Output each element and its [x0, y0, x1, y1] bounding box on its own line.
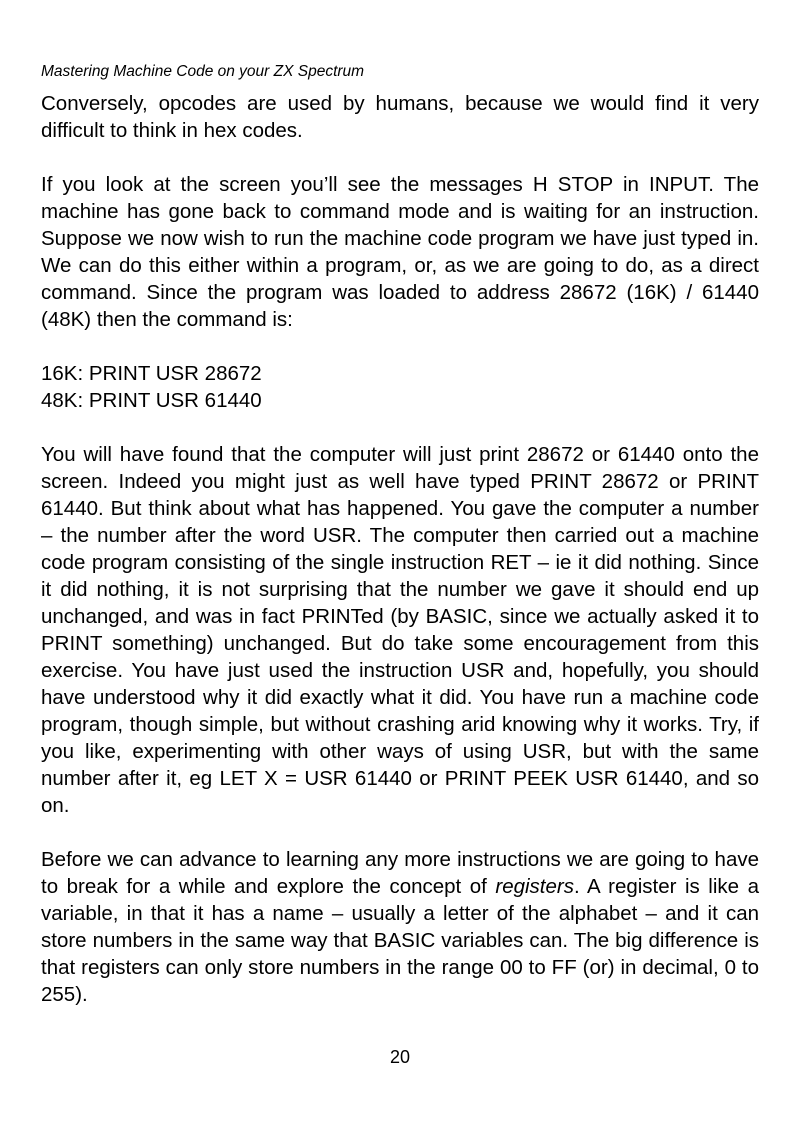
- paragraph-5-text-a: Before we can advance to learning any more instructions we are going to have to break for a while and explore the concept of: [41, 848, 759, 898]
- paragraph-5: [41, 846, 759, 1008]
- paragraph-4: You will have found that the computer will just print 28672 or 61440 onto the screen. Indeed you might just as well have typed PRINT 28672 or PRINT 61440. But think about what has happened. You gave the computer a number – the number after the word USR. The computer then carried out a machine code program consisting of the single instruction RET – ie it did nothing. Since it did nothing, it is not surprising that the number we gave it should end up unchanged, and was in fact PRINTed (by BASIC, since we actually asked it to PRINT something) unchanged. But do take some encouragement from this exercise. You have just used the instruction USR and, hopefully, you should have understood why it did exactly what it did. You have run a machine code program, though simple, but without crashing arid knowing why it works. Try, if you like, experimenting with other ways of using USR, but with the same number after it, eg LET X = USR 61440 or PRINT PEEK USR 61440, and so on.: [41, 443, 759, 817]
- paragraph-2: If you look at the screen you’ll see the messages H STOP in INPUT. The machine has gone back to command mode and is waiting for an instruction. Suppose we now wish to run the machine code program we have just typed in. We can do this either within a program, or, as we are going to do, as a direct command. Since the program was loaded to address 28672 (16K) / 61440 (48K) then the command is:: [41, 173, 759, 331]
- command-line-16k: 16K: PRINT USR 28672: [41, 362, 262, 385]
- paragraph-5-text-b: . A register is like a variable, in that it has a name – usually a letter of the alphabet – and it can store numbers in the same way that BASIC variables can. The big difference is that registers can only store numbers in the range 00 to FF (or) in decimal, 0 to 255).: [41, 875, 759, 1006]
- paragraph-1: Conversely, opcodes are used by humans, because we would find it very difficult to think in hex codes.: [41, 92, 759, 142]
- page-number: 20: [389, 1047, 411, 1067]
- registers-term: registers: [495, 875, 574, 898]
- command-list: [41, 360, 759, 414]
- command-line-48k: 48K: PRINT USR 61440: [41, 389, 262, 412]
- page-content: [41, 62, 759, 1035]
- running-head: Mastering Machine Code on your ZX Spectrum: [41, 63, 365, 80]
